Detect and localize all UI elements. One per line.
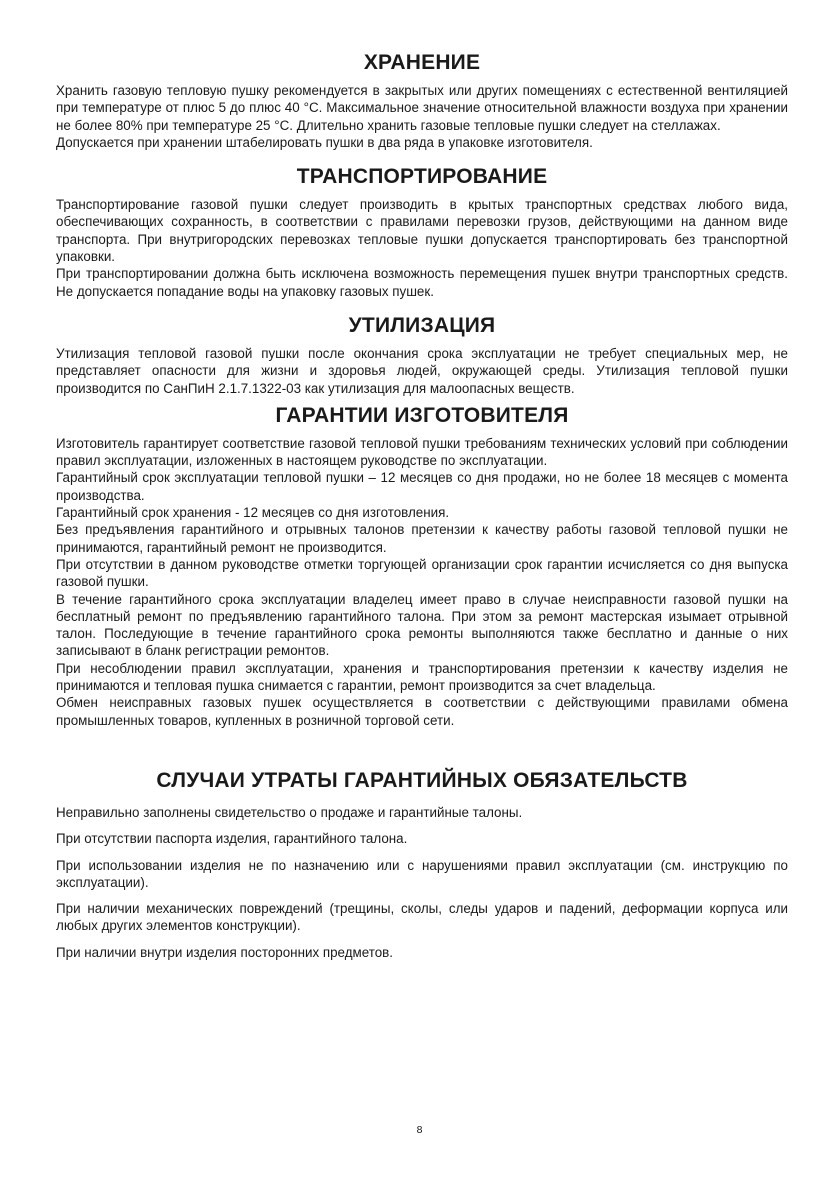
section-title-manufacturer-warranty: ГАРАНТИИ ИЗГОТОВИТЕЛЯ: [275, 403, 569, 427]
section-title-warranty-loss-cases: СЛУЧАИ УТРАТЫ ГАРАНТИЙНЫХ ОБЯЗАТЕЛЬСТВ: [156, 768, 688, 792]
paragraph: Обмен неисправных газовых пушек осуществляется в соответствии с действующими правилами обмена промышленных товаров, купленных в розничной торговой сети.: [56, 695, 788, 728]
paragraph: В течение гарантийного срока эксплуатации владелец имеет право в случае неисправности газовой пушки на бесплатный ремонт по предъявлению гарантийного талона. При этом за ремонт мастерская изымает отрывной талон. Последующие в течение гарантийного срока ремонты выполняются также бесплатно и данные о них записывают в бланк регистрации ремонтов.: [56, 591, 788, 659]
paragraph: При несоблюдении правил эксплуатации, хранения и транспортирования претензии к качеству изделия не принимаются и тепловая пушка снимается с гарантии, ремонт производится за счет владельца.: [56, 660, 788, 694]
section-warranty-loss-cases: [56, 768, 788, 961]
section-title-disposal: УТИЛИЗАЦИЯ: [348, 313, 496, 337]
document-page: [56, 50, 788, 970]
paragraph: Неправильно заполнены свидетельство о продаже и гарантийные талоны.: [56, 804, 523, 820]
page-number: 8: [416, 1124, 423, 1136]
paragraph: При наличии механических повреждений (трещины, сколы, следы ударов и падений, деформации корпуса или любых других элементов конструкции).: [56, 901, 788, 934]
paragraph: Гарантийный срок эксплуатации тепловой пушки – 12 месяцев со дня продажи, но не более 18 месяцев с момента производства.: [56, 470, 788, 503]
section-title-storage: ХРАНЕНИЕ: [363, 51, 481, 74]
section-transportation: [56, 164, 788, 300]
paragraph: При отсутствии паспорта изделия, гарантийного талона.: [56, 831, 408, 847]
paragraph: При наличии внутри изделия посторонних предметов.: [56, 944, 393, 960]
paragraph: Гарантийный срок хранения - 12 месяцев со дня изготовления.: [56, 505, 450, 521]
paragraph: При отсутствии в данном руководстве отметки торгующей организации срок гарантии исчисляется со дня выпуска газовой пушки.: [56, 556, 788, 590]
paragraph: Хранить газовую тепловую пушку рекомендуется в закрытых или других помещениях с естественной вентиляцией при температуре от плюс 5 до плюс 40 °C. Максимальное значение относительной влажности воздуха при хранении не более 80% при температуре 25 °C. Длительно хранить газовые тепловые пушки следует на стеллажах.: [56, 83, 788, 133]
section-title-transportation: ТРАНСПОРТИРОВАНИЕ: [296, 165, 548, 189]
paragraph: Допускается при хранении штабелировать пушки в два ряда в упаковке изготовителя.: [56, 134, 593, 150]
paragraph: Изготовитель гарантирует соответствие газовой тепловой пушки требованиям технических условий при соблюдении правил эксплуатации, изложенных в настоящем руководстве по эксплуатации.: [56, 435, 788, 469]
section-storage: [56, 50, 788, 151]
paragraph: При транспортировании должна быть исключена возможность перемещения пушек внутри транспортных средств. Не допускается попадание воды на упаковку газовых пушек.: [56, 266, 788, 299]
paragraph: Транспортирование газовой пушки следует производить в крытых транспортных средствах любого вида, обеспечивающих сохранность, в соответствии с правилами перевозки грузов, действующими на данном виде транспорта. При внутригородских перевозках тепловые пушки допускается транспортировать без транспортной упаковки.: [56, 197, 788, 265]
section-manufacturer-warranty: [56, 403, 788, 729]
section-disposal: [56, 313, 788, 397]
paragraph: Утилизация тепловой газовой пушки после окончания срока эксплуатации не требует специальных мер, не представляет опасности для жизни и здоровья людей, окружающей среды. Утилизация тепловой пушки производится по СанПиН 2.1.7.1322-03 как утилизация для малоопасных веществ.: [56, 345, 788, 396]
paragraph: При использовании изделия не по назначению или с нарушениями правил эксплуатации (см. инструкцию по эксплуатации).: [56, 857, 788, 890]
paragraph: Без предъявления гарантийного и отрывных талонов претензии к качеству работы газовой тепловой пушки не принимаются, гарантийный ремонт не производится.: [56, 522, 788, 555]
